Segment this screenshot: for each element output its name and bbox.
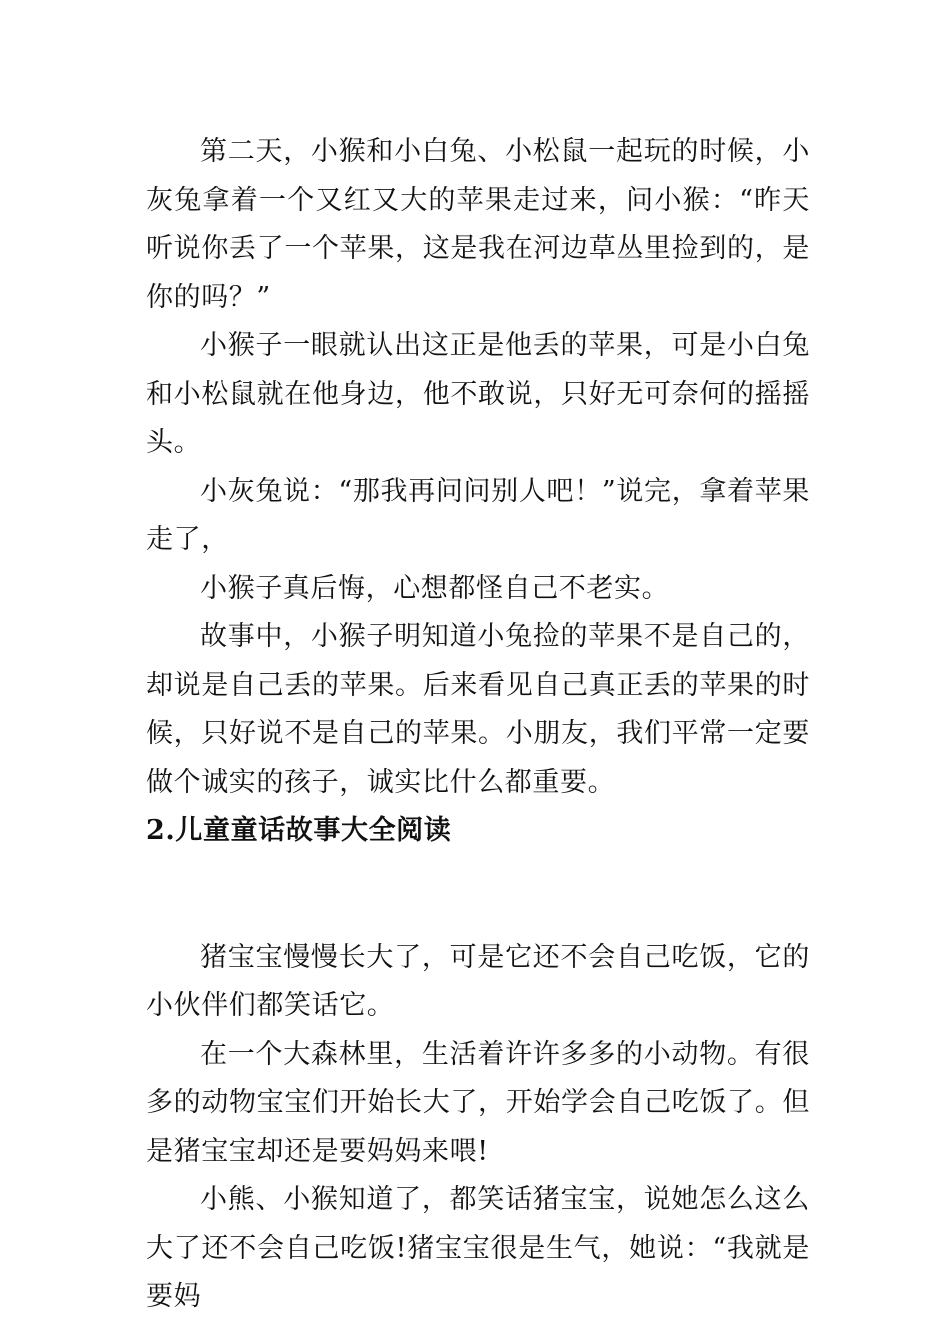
paragraph-grey-rabbit-leaves: 小灰兔说：“那我再问问别人吧！”说完，拿着苹果走了， [146, 475, 810, 555]
section-spacer [146, 856, 810, 934]
paragraph-piglet-intro: 猪宝宝慢慢长大了，可是它还不会自己吃饭，它的小伙伴们都笑话它。 [146, 941, 810, 1021]
section-heading: 2.儿童童话故事大全阅读 [146, 815, 452, 846]
paragraph-monkey-apple-returned: 第二天，小猴和小白兔、小松鼠一起玩的时候，小灰兔拿着一个又红又大的苹果走过来，问小猴：“昨天听说你丢了一个苹果，这是我在河边草丛里捡到的，是你的吗？” [146, 136, 810, 313]
paragraph-monkey-regret: 小猴子真后悔，心想都怪自己不老实。 [200, 572, 670, 604]
paragraph-forest-animals: 在一个大森林里，生活着许许多多的小动物。有很多的动物宝宝们开始长大了，开始学会自己吃饭了。但是猪宝宝却还是要妈妈来喂! [146, 1038, 810, 1167]
document-body [146, 128, 810, 1322]
paragraph-bear-monkey-laugh: 小熊、小猴知道了，都笑话猪宝宝，说她怎么这么大了还不会自己吃饭!猪宝宝很是生气，她说：“我就是要妈 [146, 1184, 810, 1312]
paragraph-monkey-shakes-head: 小猴子一眼就认出这正是他丢的苹果，可是小白兔和小松鼠就在他身边，他不敢说，只好无可奈何的摇摇头。 [146, 330, 810, 458]
paragraph-story-moral: 故事中，小猴子明知道小兔捡的苹果不是自己的，却说是自己丢的苹果。后来看见自己真正丢的苹果的时候，只好说不是自己的苹果。小朋友，我们平常一定要做个诚实的孩子，诚实比什么都重要。 [146, 621, 810, 798]
